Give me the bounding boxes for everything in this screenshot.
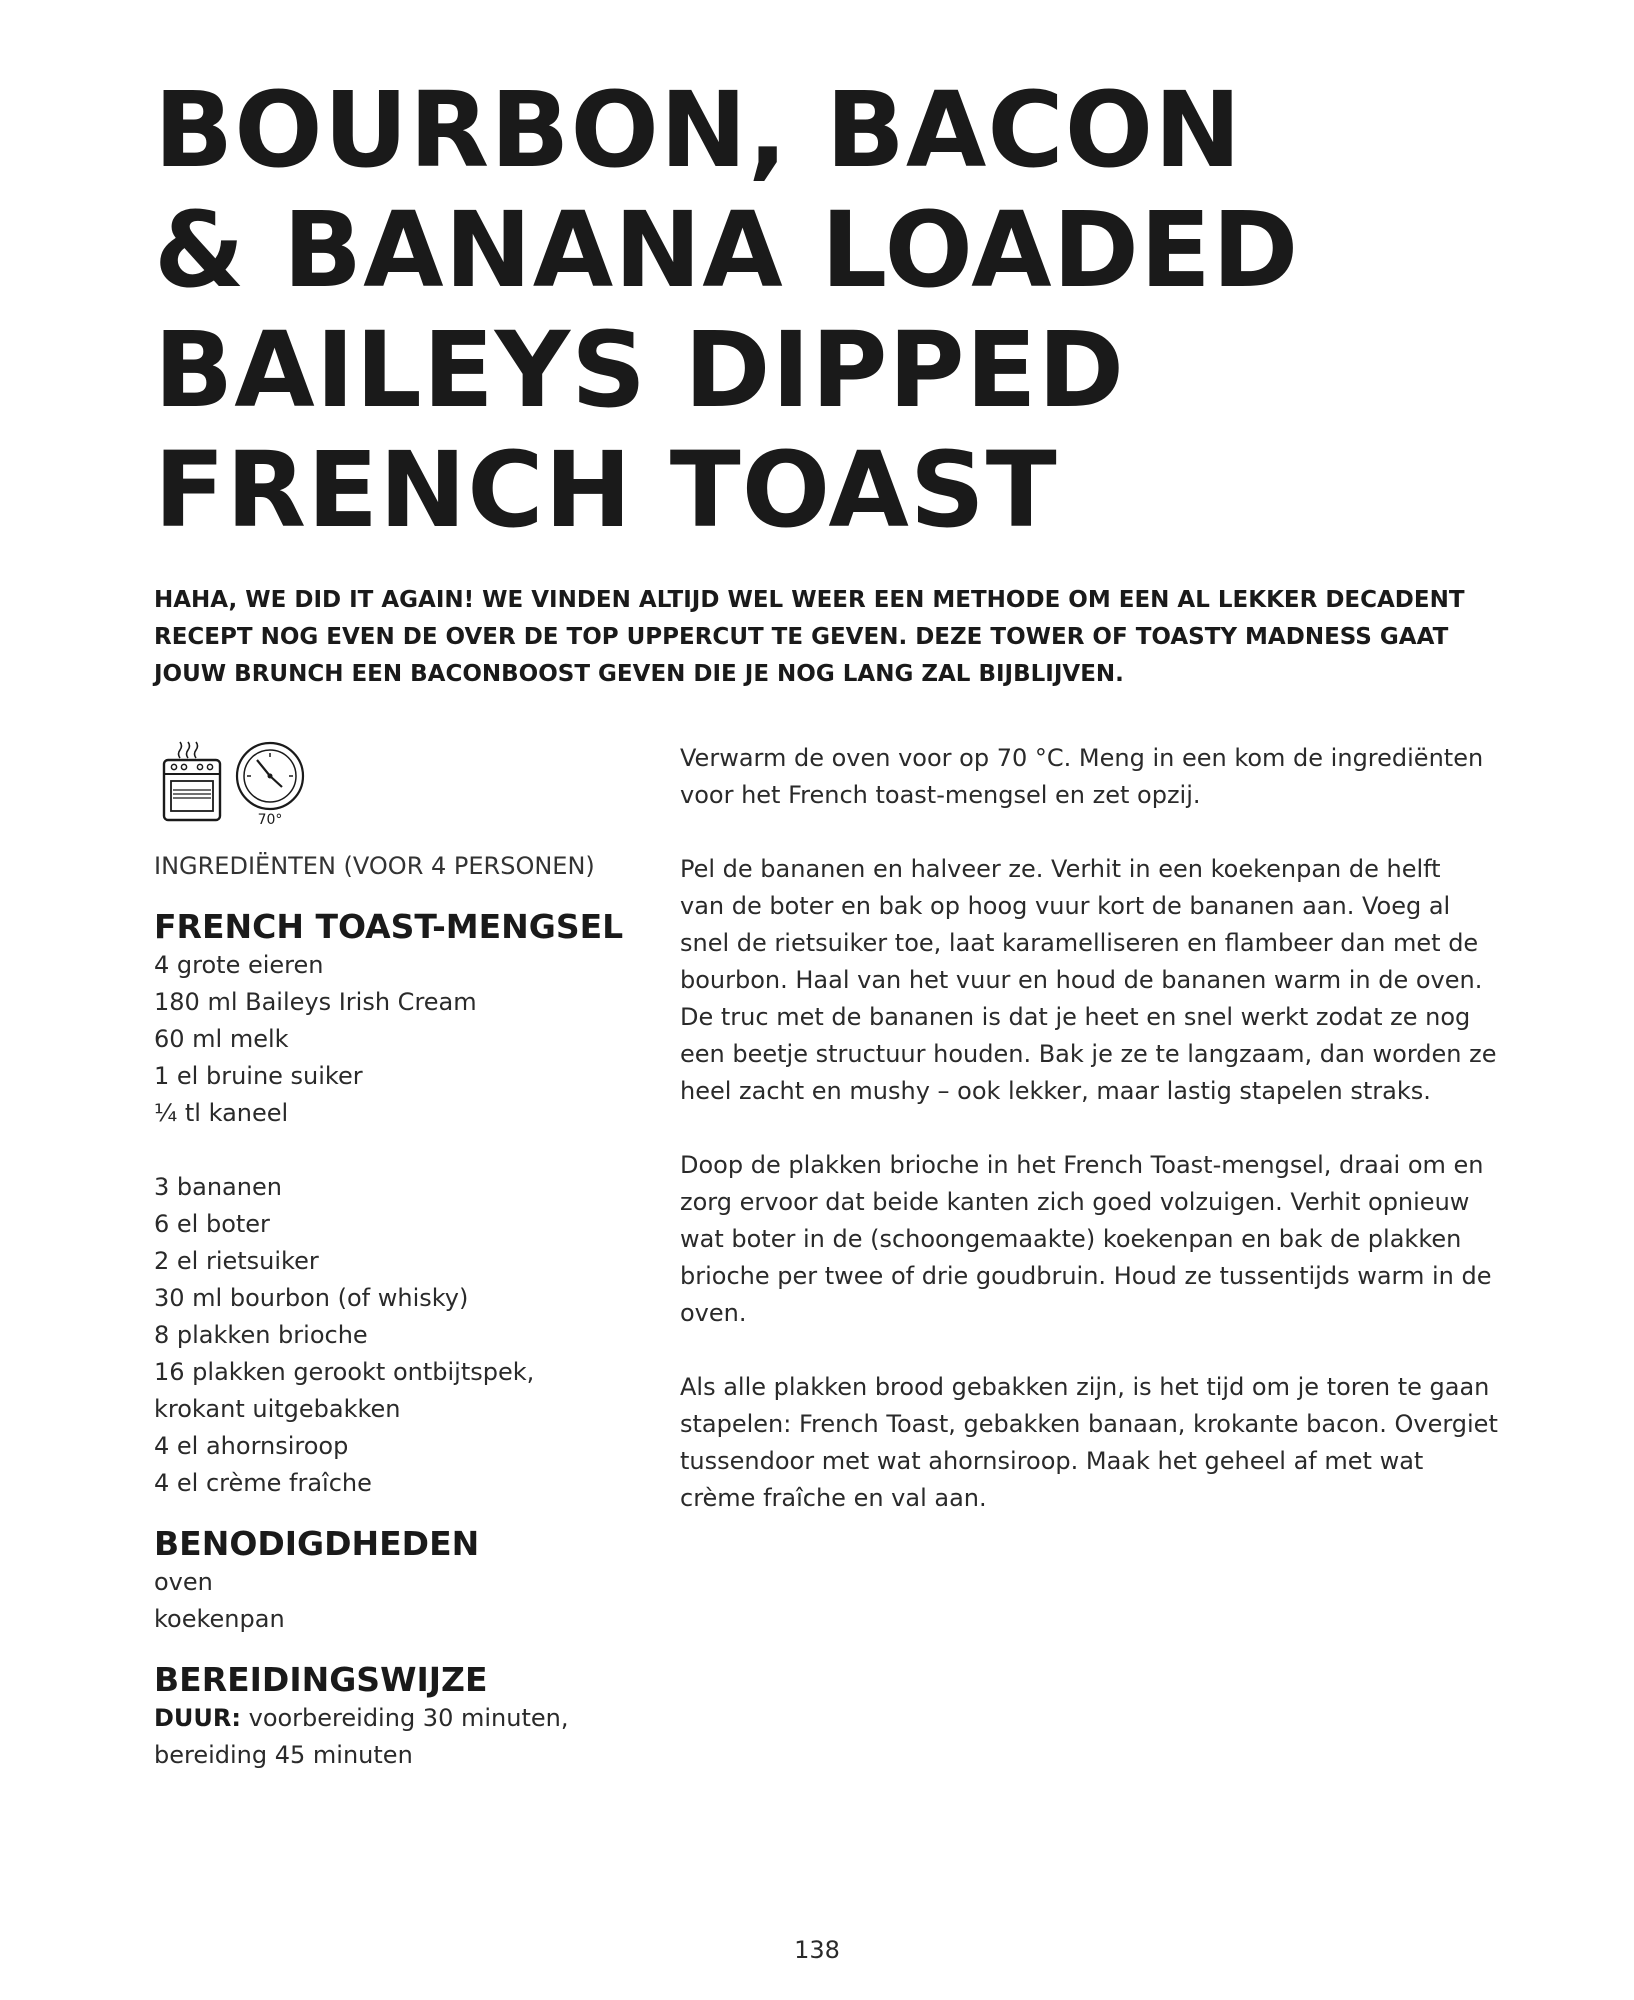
step-line: Verwarm de oven voor op 70 °C. Meng in een kom de ingrediënten [680,744,1484,772]
ingredients-label: INGREDIËNTEN (VOOR 4 PERSONEN) [154,852,595,880]
other-ingredients-list [154,1169,674,1502]
step-line: van de boter en bak op hoog vuur kort de bananen aan. Voeg al [680,892,1451,920]
list-item: 16 plakken gerookt ontbijtspek, [154,1358,535,1386]
list-item: 4 el ahornsiroop [154,1432,349,1460]
duration-text [154,1700,674,1774]
step-line: bourbon. Haal van het vuur en houd de bananen warm in de oven. [680,966,1483,994]
title-line: BAILEYS DIPPED [154,309,1126,431]
french-toast-heading: FRENCH TOAST-MENGSEL [154,907,624,946]
step-line: heel zacht en mushy – ook lekker, maar lastig stapelen straks. [680,1077,1431,1105]
list-item: 6 el boter [154,1210,270,1238]
step-line: snel de rietsuiker toe, laat karamelliseren en flambeer dan met de [680,929,1479,957]
list-item: 4 el crème fraîche [154,1469,372,1497]
step-line: Doop de plakken brioche in het French Toast-mengsel, draai om en [680,1151,1484,1179]
step-line: een beetje structuur houden. Bak je ze te langzaam, dan worden ze [680,1040,1497,1068]
step-line: wat boter in de (schoongemaakte) koekenpan en bak de plakken [680,1225,1462,1253]
step-line: Als alle plakken brood gebakken zijn, is het tijd om je toren te gaan [680,1373,1490,1401]
french-toast-list [154,947,674,1132]
ingredients-column [154,848,674,1774]
bereidingswijze-heading: BEREIDINGSWIJZE [154,1660,488,1699]
duration-value: voorbereiding 30 minuten, [240,1704,569,1732]
list-item: 30 ml bourbon (of whisky) [154,1284,469,1312]
equipment-list [154,1564,674,1638]
method-step [680,1147,1520,1332]
list-item: krokant uitgebakken [154,1395,401,1423]
duration-label: DUUR: [154,1704,241,1732]
step-line: crème fraîche en val aan. [680,1484,987,1512]
step-line: zorg ervoor dat beide kanten zich goed volzuigen. Verhit opnieuw [680,1188,1470,1216]
temperature-label: 70° [257,812,283,828]
title-line: BOURBON, BACON [154,69,1243,191]
list-item: oven [154,1568,213,1596]
list-item: 60 ml melk [154,1025,289,1053]
method-step [680,851,1520,1110]
list-item: 3 bananen [154,1173,282,1201]
list-item: 2 el rietsuiker [154,1247,319,1275]
title-line: & BANANA LOADED [154,189,1300,311]
step-line: oven. [680,1299,747,1327]
intro-line: HAHA, WE DID IT AGAIN! WE VINDEN ALTIJD WEL WEER EEN METHODE OM EEN AL LEKKER DECADENT [154,587,1465,613]
list-item: 4 grote eieren [154,951,324,979]
list-item: 8 plakken brioche [154,1321,368,1349]
step-line: stapelen: French Toast, gebakken banaan, krokante bacon. Overgiet [680,1410,1498,1438]
benodigdheden-heading: BENODIGDHEDEN [154,1524,480,1563]
list-item: koekenpan [154,1605,285,1633]
intro-line: JOUW BRUNCH EEN BACONBOOST GEVEN DIE JE NOG LANG ZAL BIJBLIJVEN. [154,661,1124,687]
cooking-icons [160,738,310,828]
title-line: FRENCH TOAST [154,429,1058,551]
list-item: ¼ tl kaneel [154,1099,289,1127]
list-item: 1 el bruine suiker [154,1062,363,1090]
page-number: 138 [794,1936,840,1964]
duration-value: bereiding 45 minuten [154,1741,413,1769]
list-item: 180 ml Baileys Irish Cream [154,988,477,1016]
method-step [680,740,1520,814]
step-line: De truc met de bananen is dat je heet en snel werkt zodat ze nog [680,1003,1471,1031]
method-step [680,1369,1520,1517]
method-column [680,740,1520,1554]
oven-icon [160,738,310,828]
step-line: Pel de bananen en halveer ze. Verhit in een koekenpan de helft [680,855,1441,883]
step-line: tussendoor met wat ahornsiroop. Maak het geheel af met wat [680,1447,1424,1475]
step-line: voor het French toast-mengsel en zet opzij. [680,781,1201,809]
recipe-title [154,70,1454,550]
step-line: brioche per twee of drie goudbruin. Houd ze tussentijds warm in de [680,1262,1492,1290]
intro-text [154,582,1514,693]
intro-line: RECEPT NOG EVEN DE OVER DE TOP UPPERCUT TE GEVEN. DEZE TOWER OF TOASTY MADNESS GAAT [154,624,1449,650]
